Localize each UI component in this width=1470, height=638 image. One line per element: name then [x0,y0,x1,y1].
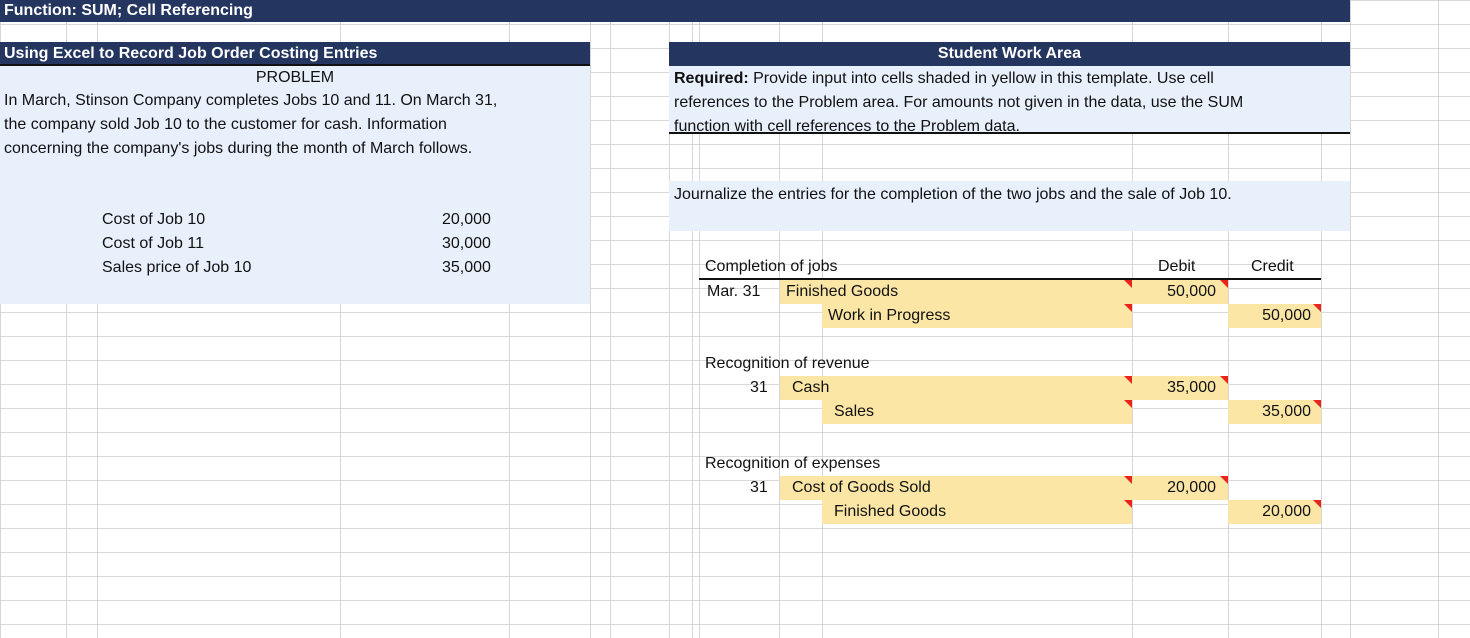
credit-amount-text: 50,000 [1262,307,1311,324]
problem-line: In March, Stinson Company completes Jobs 10 and 11. On March 31, [4,92,498,109]
required-label: Required: [674,70,749,87]
debit-account-text: Cost of Goods Sold [792,479,931,496]
debit-account-cell[interactable] [780,376,1132,400]
entry-title-expenses: Recognition of expenses [705,455,881,472]
credit-amount-cell[interactable] [1228,500,1321,524]
credit-column-header: Credit [1251,258,1294,275]
credit-account-cell[interactable] [822,304,1132,328]
debit-amount-cell[interactable] [1132,376,1228,400]
problem-heading: Using Excel to Record Job Order Costing Entries [0,42,590,66]
data-value-cost-job-10[interactable]: 20,000 [442,211,491,228]
problem-label: PROBLEM [255,69,335,86]
credit-account-text: Sales [834,403,875,420]
debit-amount-text: 35,000 [1167,379,1216,396]
credit-amount-cell[interactable] [1228,304,1321,328]
credit-account-text: Finished Goods [834,503,947,520]
required-line: references to the Problem area. For amounts not given in the data, use the SUM [674,94,1244,111]
data-value-cost-job-11[interactable]: 30,000 [442,235,491,252]
entry-title-completion: Completion of jobs [705,258,838,275]
credit-amount-text: 35,000 [1262,403,1311,420]
debit-account-text: Cash [792,379,830,396]
problem-line: concerning the company's jobs during the month of March follows. [4,140,473,157]
debit-account-cell[interactable] [780,476,1132,500]
data-label-cost-job-10[interactable]: Cost of Job 10 [102,211,206,228]
credit-account-text: Work in Progress [828,307,951,324]
data-label-sales-price[interactable]: Sales price of Job 10 [102,259,252,276]
required-line: function with cell references to the Problem data. [674,118,1020,135]
entry-date: Mar. 31 [707,283,761,300]
data-label-cost-job-11[interactable]: Cost of Job 11 [102,235,204,252]
sheet-title-bar: Function: SUM; Cell Referencing [0,0,1350,22]
data-value-sales-price[interactable]: 35,000 [442,259,491,276]
debit-account-text: Finished Goods [786,283,899,300]
journal-instruction: Journalize the entries for the completion of the two jobs and the sale of Job 10. [669,181,1350,231]
debit-amount-cell[interactable] [1132,280,1228,304]
credit-amount-cell[interactable] [1228,400,1321,424]
entry-date: 31 [750,379,768,396]
debit-amount-cell[interactable] [1132,476,1228,500]
credit-account-cell[interactable] [822,400,1132,424]
credit-account-cell[interactable] [822,500,1132,524]
debit-amount-text: 50,000 [1167,283,1216,300]
entry-title-revenue: Recognition of revenue [705,355,870,372]
credit-amount-text: 20,000 [1262,503,1311,520]
debit-column-header: Debit [1158,258,1196,275]
work-area-heading: Student Work Area [669,42,1350,66]
debit-account-cell[interactable] [780,280,1132,304]
required-instructions [669,66,1350,134]
problem-line: the company sold Job 10 to the customer for cash. Information [4,116,447,133]
debit-amount-text: 20,000 [1167,479,1216,496]
required-line: Provide input into cells shaded in yellow in this template. Use cell [748,70,1214,87]
entry-date: 31 [750,479,768,496]
problem-description [4,89,589,161]
